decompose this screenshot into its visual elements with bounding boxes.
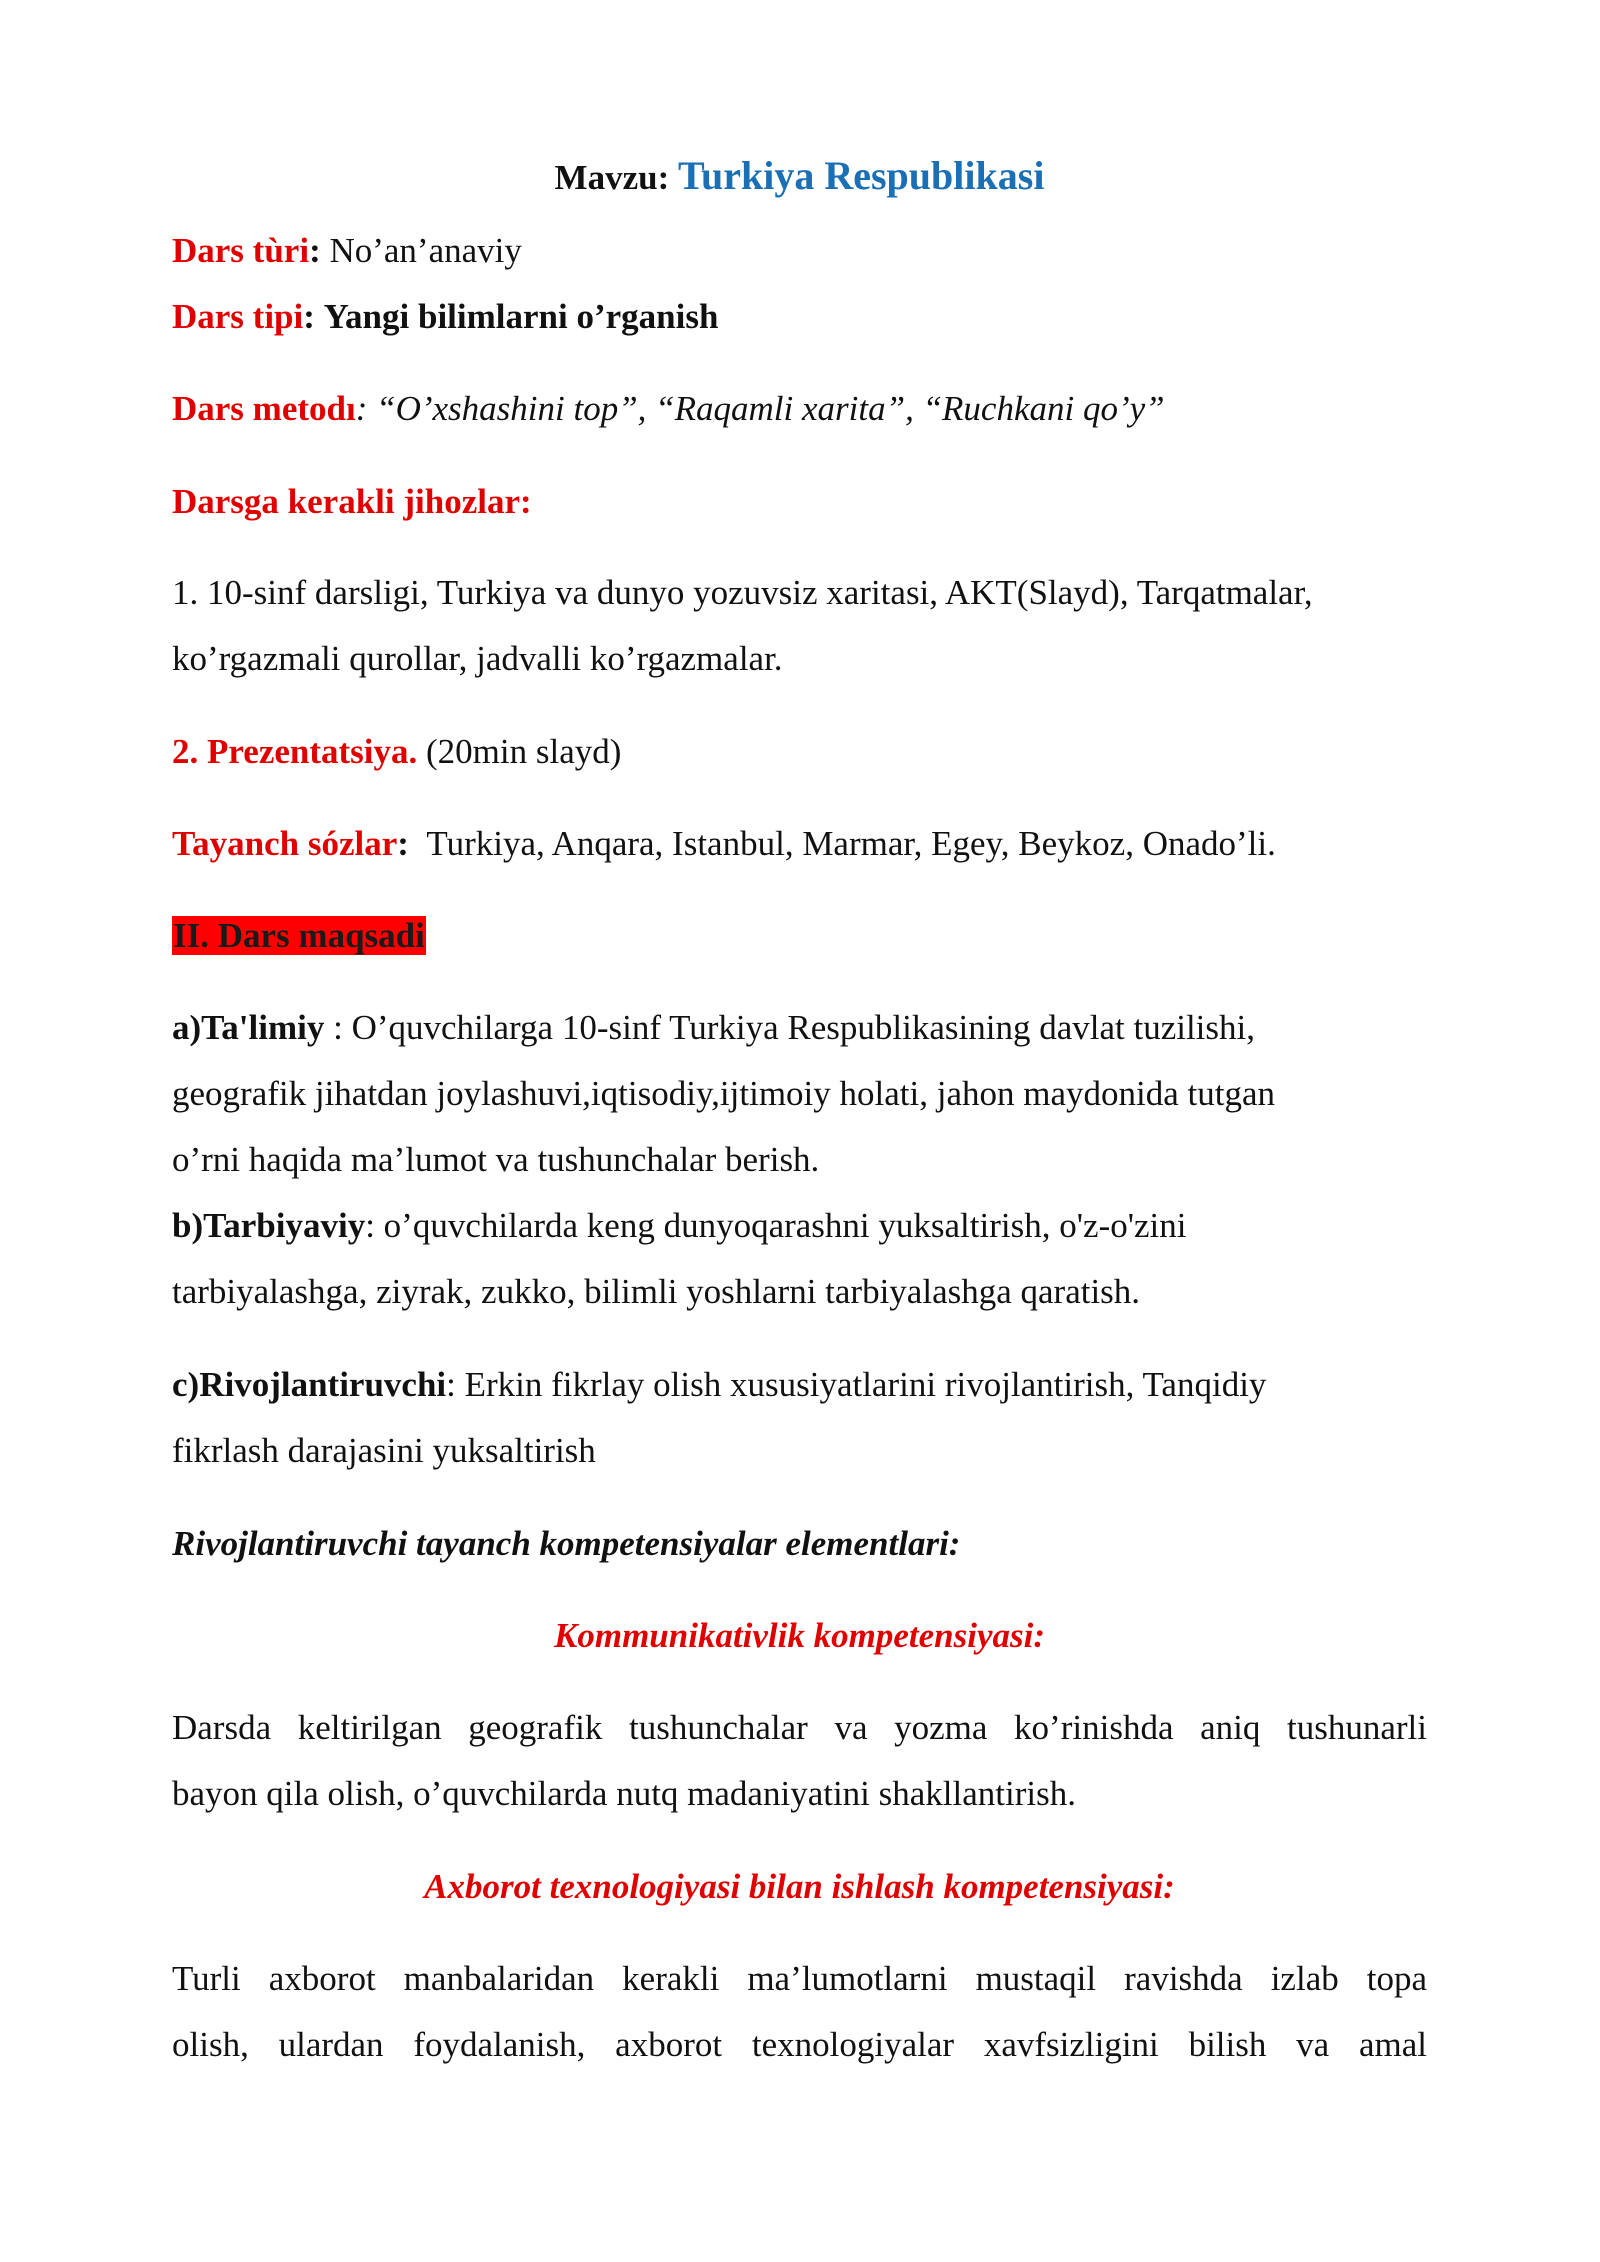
tayanch-sozlar-row: Tayanch sózlar: Turkiya, Anqara, Istanbul, Marmar, Egey, Beykoz, Onado’li. [172, 824, 1276, 863]
tarbiyaviy-label: b)Tarbiyaviy [172, 1206, 366, 1245]
jihozlar-item-2 [172, 729, 1427, 775]
dars-tipi-row: Dars tipi: Yangi bilimlarni o’rganish [172, 297, 719, 336]
kommunikativlik-line-2: bayon qila olish, o’quvchilarda nutq madaniyatini shakllantirish. [172, 1774, 1076, 1813]
dars-tipi-value: Yangi bilimlarni o’rganish [323, 297, 719, 336]
talimiy-line-2: geografik jihatdan joylashuvi,iqtisodiy,ijtimoiy holati, jahon maydonida tutgan [172, 1074, 1275, 1113]
dars-metodi-label: Dars metodı [172, 389, 356, 428]
dars-turi-value: No’an’anaviy [329, 231, 522, 270]
tarbiyaviy-line-1: b)Tarbiyaviy: o’quvchilarda keng dunyoqarashni yuksaltirish, o'z-o'zini [172, 1206, 1187, 1245]
talimiy-label: a)Ta'limiy [172, 1008, 325, 1047]
dars-metodi-value: “O’xshashini top”, “Raqamli xarita”, “Ruchkani qo’y” [376, 389, 1165, 428]
page-title [172, 150, 1427, 202]
jihozlar-heading: Darsga kerakli jihozlar: [172, 482, 532, 521]
rivojlantiruvchi-line-1: c)Rivojlantiruvchi: Erkin fikrlay olish xususiyatlarini rivojlantirish, Tanqidiy [172, 1365, 1267, 1404]
jihozlar-item-1-line-2: ko’rgazmali qurollar, jadvalli ko’rgazmalar. [172, 639, 783, 678]
dars-maqsadi-heading: II. Dars maqsadi [173, 916, 425, 955]
kompetensiya-heading: Rivojlantiruvchi tayanch kompetensiyalar elementlari: [172, 1524, 961, 1563]
prezentatsiya-value: (20min slayd) [426, 732, 622, 771]
tarbiyaviy-line-2: tarbiyalashga, ziyrak, zukko, bilimli yoshlarni tarbiyalashga qaratish. [172, 1272, 1141, 1311]
talimiy-line-3: o’rni haqida ma’lumot va tushunchalar berish. [172, 1140, 820, 1179]
kommunikativlik-line-1: Darsda keltirilgan geografik tushunchalar va yozma ko’rinishda aniq tushunarli [172, 1708, 1427, 1747]
dars-tipi-label: Dars tipi [172, 297, 304, 336]
title-value: Turkiya Respublikasi [677, 153, 1045, 198]
axborot-heading: Axborot texnologiyasi bilan ishlash kompetensiyasi: [424, 1867, 1175, 1906]
axborot-line-2: olish, ulardan foydalanish, axborot texnologiyalar xavfsizligini bilish va amal [172, 2025, 1427, 2064]
rivojlantiruvchi-label: c)Rivojlantiruvchi [172, 1365, 447, 1404]
rivojlantiruvchi-line-2: fikrlash darajasini yuksaltirish [172, 1431, 596, 1470]
kommunikativlik-heading: Kommunikativlik kompetensiyasi: [554, 1616, 1045, 1655]
axborot-line-1: Turli axborot manbalaridan kerakli ma’lumotlarni mustaqil ravishda izlab topa [172, 1959, 1427, 1998]
tayanch-sozlar-value: Turkiya, Anqara, Istanbul, Marmar, Egey, Beykoz, Onado’li. [426, 824, 1276, 863]
talimiy-line-1: a)Ta'limiy : O’quvchilarga 10-sinf Turkiya Respublikasining davlat tuzilishi, [172, 1008, 1256, 1047]
title-label: Mavzu: [554, 158, 670, 197]
dars-turi-label: Dars tùri [172, 231, 310, 270]
prezentatsiya-label: 2. Prezentatsiya. [172, 732, 418, 771]
dars-maqsadi-heading-row [172, 913, 1427, 959]
dars-turi-row: Dars tùri: No’an’anaviy [172, 231, 522, 270]
tayanch-sozlar-label: Tayanch sózlar [172, 824, 398, 863]
dars-metodi-row: Dars metodı: “O’xshashini top”, “Raqamli xarita”, “Ruchkani qo’y” [172, 389, 1165, 428]
jihozlar-item-1-line-1: 1. 10-sinf darsligi, Turkiya va dunyo yozuvsiz xaritasi, AKT(Slayd), Tarqatmalar, [172, 573, 1313, 612]
